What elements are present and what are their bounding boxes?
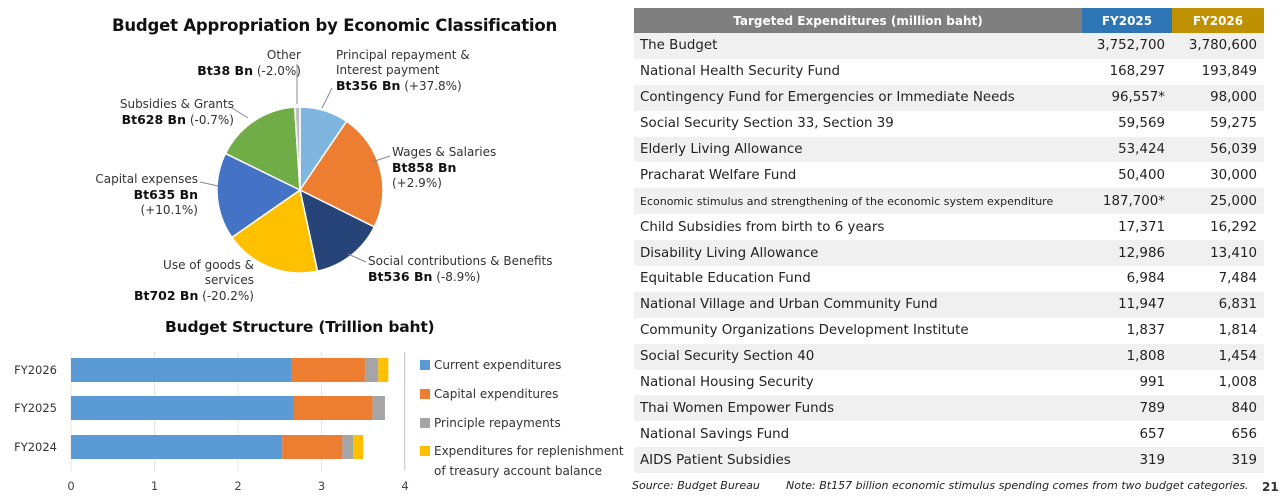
row-fy2026: 1,814 <box>1218 323 1257 339</box>
table-row <box>634 266 1264 292</box>
row-name: National Housing Security <box>640 375 814 391</box>
label-principal-line1: Principal repayment & <box>336 48 470 62</box>
row-fy2025: 3,752,700 <box>1082 33 1172 59</box>
table-row <box>634 240 1264 266</box>
table-row <box>634 421 1264 447</box>
table-row <box>634 188 1264 214</box>
row-fy2025: 11,947 <box>1082 292 1172 318</box>
legend-swatch-replenish <box>420 446 430 456</box>
legend-current <box>420 357 561 373</box>
row-fy2025: 1,837 <box>1126 323 1165 339</box>
x-tick-label: 4 <box>401 479 409 493</box>
row-fy2026: 16,292 <box>1210 219 1257 235</box>
label-goods-change: (-20.2%) <box>202 289 254 303</box>
table-row <box>634 344 1264 370</box>
table-row <box>634 162 1264 188</box>
label-principal <box>336 48 470 94</box>
label-other-name: Other <box>266 48 301 62</box>
label-goods-amount: Bt702 Bn <box>133 288 199 303</box>
row-fy2025: 12,986 <box>1082 240 1172 266</box>
bar-chart-title: Budget Structure (Trillion baht) <box>165 318 435 336</box>
row-name: Social Security Section 33, Section 39 <box>640 116 894 132</box>
bar-chart <box>0 340 420 501</box>
page-number: 21 <box>1262 480 1279 494</box>
row-fy2026: 6,831 <box>1172 292 1264 318</box>
legend-principle-label: Principle repayments <box>434 416 561 430</box>
legend-capital-label: Capital expenditures <box>434 387 559 401</box>
row-name: Elderly Living Allowance <box>634 137 1082 163</box>
row-name: Pracharat Welfare Fund <box>640 167 797 183</box>
row-fy2025: 50,400 <box>1118 167 1165 183</box>
header-fy2025: FY2025 <box>1082 8 1172 33</box>
label-other-amount: Bt38 Bn <box>197 63 253 78</box>
row-fy2026: 7,484 <box>1218 271 1257 287</box>
table-row <box>634 33 1264 59</box>
label-wages-amount: Bt858 Bn <box>392 160 457 175</box>
row-fy2026: 59,275 <box>1210 116 1257 132</box>
row-fy2026: 656 <box>1231 426 1257 442</box>
header-item: Targeted Expenditures (million baht) <box>634 8 1082 33</box>
row-fy2025: 17,371 <box>1118 219 1165 235</box>
header-fy2026: FY2026 <box>1172 8 1264 33</box>
label-wages-name: Wages & Salaries <box>392 145 497 159</box>
pie-chart-title: Budget Appropriation by Economic Classification <box>112 16 558 35</box>
table-row <box>634 111 1264 137</box>
row-fy2025: 319 <box>1082 447 1172 473</box>
legend-separator <box>404 352 405 470</box>
row-fy2026: 56,039 <box>1172 137 1264 163</box>
table-row <box>634 292 1264 318</box>
row-name: Community Organizations Development Institute <box>640 323 969 339</box>
row-name: Contingency Fund for Emergencies or Immediate Needs <box>634 85 1082 111</box>
category-label: FY2026 <box>14 363 57 377</box>
legend-principle <box>420 415 561 431</box>
table-header-row <box>634 8 1264 33</box>
legend-swatch-current <box>420 360 430 370</box>
leader-capital <box>200 182 218 186</box>
row-fy2026: 840 <box>1172 395 1264 421</box>
row-fy2025: 53,424 <box>1082 137 1172 163</box>
legend-swatch-principle <box>420 418 430 428</box>
row-fy2026: 98,000 <box>1172 85 1264 111</box>
row-fy2026: 193,849 <box>1201 64 1257 80</box>
row-fy2026: 1,008 <box>1218 375 1257 391</box>
row-fy2025: 59,569 <box>1118 116 1165 132</box>
label-capital-change: (+10.1%) <box>140 203 198 217</box>
row-fy2025: 789 <box>1082 395 1172 421</box>
row-name: AIDS Patient Subsidies <box>634 447 1082 473</box>
bar-segment <box>378 358 388 382</box>
label-goods-name: Use of goods & services <box>163 258 254 287</box>
x-tick-label: 2 <box>234 479 242 493</box>
row-name: Thai Women Empower Funds <box>634 395 1082 421</box>
row-name: National Health Security Fund <box>640 64 840 80</box>
row-fy2025: 168,297 <box>1109 64 1165 80</box>
table-row <box>634 318 1264 344</box>
footer-note: Note: Bt157 billion economic stimulus spending comes from two budget categories. <box>786 479 1249 492</box>
label-wages-change: (+2.9%) <box>392 176 442 190</box>
legend-current-label: Current expenditures <box>434 358 562 372</box>
row-name: Child Subsidies from birth to 6 years <box>640 219 885 235</box>
leader-social <box>348 254 366 262</box>
legend-replenish-line1: Expenditures for replenishment <box>434 444 624 458</box>
label-capital-name: Capital expenses <box>95 172 198 186</box>
label-social-name: Social contributions & Benefits <box>368 254 553 268</box>
legend-capital <box>420 386 558 402</box>
table-row <box>634 59 1264 85</box>
row-fy2025: 6,984 <box>1126 271 1165 287</box>
row-fy2025: 96,557* <box>1082 85 1172 111</box>
table-row <box>634 214 1264 240</box>
legend-replenish-line2: of treasury account balance <box>434 464 603 478</box>
label-subsidies-amount: Bt628 Bn <box>121 112 186 127</box>
row-fy2025: 991 <box>1139 375 1165 391</box>
row-name: Economic stimulus and strengthening of the economic system expenditure <box>634 188 1082 214</box>
row-name: Equitable Education Fund <box>640 271 811 287</box>
row-fy2026: 3,780,600 <box>1172 33 1264 59</box>
bar-segment <box>365 358 378 382</box>
bar-segment <box>291 358 364 382</box>
row-fy2025: 1,808 <box>1082 344 1172 370</box>
label-goods <box>118 258 254 304</box>
label-capital <box>84 172 198 218</box>
row-name: National Village and Urban Community Fund <box>634 292 1082 318</box>
category-label: FY2024 <box>14 440 57 454</box>
row-fy2026: 13,410 <box>1172 240 1264 266</box>
row-fy2026: 319 <box>1172 447 1264 473</box>
leader-subsidies <box>232 108 248 118</box>
label-subsidies <box>110 97 234 128</box>
bar-segment <box>294 396 372 420</box>
table-row <box>634 370 1264 396</box>
label-subsidies-change: (-0.7%) <box>189 113 234 127</box>
label-other-change: (-2.0%) <box>256 64 301 78</box>
x-tick-label: 1 <box>150 479 159 493</box>
row-fy2026: 25,000 <box>1172 188 1264 214</box>
footer-source: Source: Budget Bureau <box>632 479 760 492</box>
label-principal-amount: Bt356 Bn <box>336 78 401 93</box>
row-name: National Savings Fund <box>640 426 790 442</box>
table-row <box>634 447 1264 473</box>
label-subsidies-name: Subsidies & Grants <box>119 97 234 111</box>
row-fy2025: 657 <box>1139 426 1165 442</box>
label-social <box>368 254 552 285</box>
row-name: The Budget <box>634 33 1082 59</box>
x-tick-label: 0 <box>67 479 75 493</box>
row-name: Social Security Section 40 <box>634 344 1082 370</box>
label-social-amount: Bt536 Bn <box>368 269 433 284</box>
row-fy2026: 30,000 <box>1210 167 1257 183</box>
label-social-change: (-8.9%) <box>436 270 481 284</box>
legend-replenish <box>420 443 624 479</box>
label-capital-amount: Bt635 Bn <box>133 187 198 202</box>
bar-segment <box>71 358 291 382</box>
label-principal-line2: Interest payment <box>336 63 440 77</box>
x-tick-label: 3 <box>317 479 326 493</box>
leader-principal <box>322 88 332 108</box>
table-row <box>634 395 1264 421</box>
legend-swatch-capital <box>420 389 430 399</box>
bar-segment <box>342 435 353 459</box>
table-row <box>634 85 1264 111</box>
label-other <box>196 48 301 79</box>
label-wages <box>392 145 496 191</box>
row-name: Disability Living Allowance <box>634 240 1082 266</box>
row-fy2026: 1,454 <box>1172 344 1264 370</box>
targeted-expenditures-table <box>634 8 1264 473</box>
bar-segment <box>71 435 282 459</box>
bar-segment <box>353 435 363 459</box>
table-row <box>634 137 1264 163</box>
bar-segment <box>372 396 385 420</box>
bar-segment <box>282 435 342 459</box>
category-label: FY2025 <box>14 401 57 415</box>
label-principal-change: (+37.8%) <box>404 79 462 93</box>
bar-segment <box>71 396 294 420</box>
row-fy2025: 187,700* <box>1082 188 1172 214</box>
